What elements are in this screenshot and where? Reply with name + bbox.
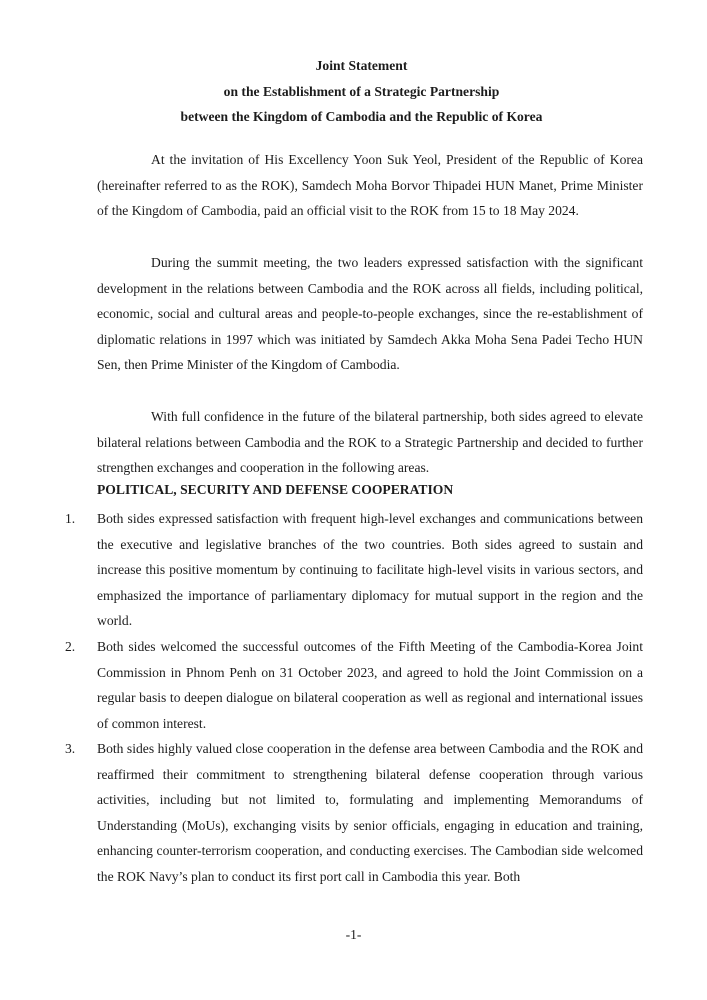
intro-paragraph-1: At the invitation of His Excellency Yoon Suk Yeol, President of the Republic of Korea (hereinafter referred to as the ROK), Samdech Moha Borvor Thipadei HUN Manet, Prime Minister of the Kingdom of Cambodia, paid an official visit to the ROK from 15 to 18 May 2024. — [97, 152, 643, 218]
item-number: 2. — [65, 639, 76, 654]
section-heading: POLITICAL, SECURITY AND DEFENSE COOPERATION — [97, 482, 454, 497]
item-number: 3. — [65, 741, 76, 756]
title-line-3: between the Kingdom of Cambodia and the Republic of Korea — [180, 109, 543, 124]
title-line-2: on the Establishment of a Strategic Partnership — [223, 83, 500, 99]
intro-paragraph-2: During the summit meeting, the two leaders expressed satisfaction with the significant development in the relations between Cambodia and the ROK across all fields, including political, economic, social and cultural areas and people-to-people exchanges, since the re-establishment of diplomatic relations in 1997 which was initiated by Samdech Akka Moha Sena Padei Techo HUN Sen, then Prime Minister of the Kingdom of Cambodia. — [97, 255, 643, 372]
intro-paragraph-3: With full confidence in the future of the bilateral partnership, both sides agreed to elevate bilateral relations between Cambodia and the ROK to a Strategic Partnership and decided to further strengthen exchanges and cooperation in the following areas. — [97, 409, 643, 475]
item-number: 1. — [65, 511, 76, 526]
document-title — [60, 53, 663, 130]
page-number: -1- — [345, 927, 362, 942]
item-text: Both sides welcomed the successful outcomes of the Fifth Meeting of the Cambodia-Korea Joint Commission in Phnom Penh on 31 October 2023, and agreed to hold the Joint Commission on a regular basis to deepen dialogue on bilateral cooperation as well as regional and international issues of common interest. — [97, 639, 643, 731]
item-text: Both sides expressed satisfaction with frequent high-level exchanges and communications between the executive and legislative branches of the two countries. Both sides agreed to sustain and increase this positive momentum by continuing to facilitate high-level visits in various sectors, and emphasized the importance of parliamentary diplomacy for mutual support in the region and the world. — [97, 511, 643, 628]
item-text: Both sides highly valued close cooperation in the defense area between Cambodia and the ROK and reaffirmed their commitment to strengthening bilateral defense cooperation through various activities, including but not limited to, formulating and implementing Memorandums of Understanding (MoUs), exchanging visits by senior officials, engaging in education and training, enhancing counter-terrorism cooperation, and conducting exercises. The Cambodian side welcomed the ROK Navy’s plan to conduct its first port call in Cambodia this year. Both — [97, 741, 643, 884]
title-line-1: Joint Statement — [315, 58, 408, 73]
